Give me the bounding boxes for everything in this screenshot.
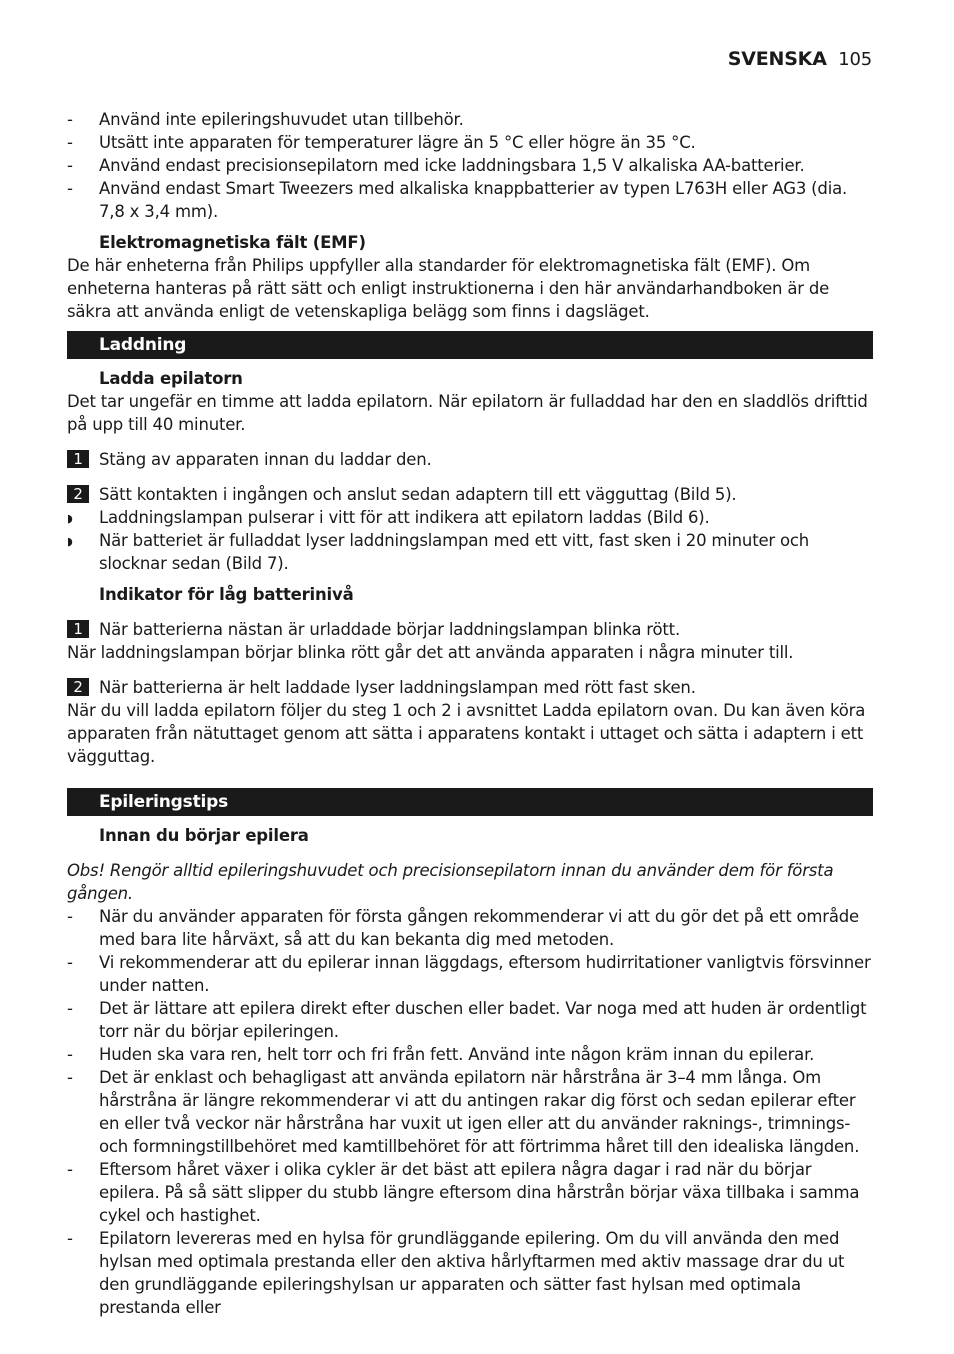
bullet-item: ◗ Laddningslampan pulserar i vitt för att indikera att epilatorn laddas (Bild 6). bbox=[67, 508, 710, 527]
low-step-1: 1 När batterierna nästan är urladdade börjar laddningslampan blinka rött. bbox=[67, 618, 873, 641]
list-item: - Epilatorn levereras med en hylsa för grundläggande epilering. Om du vill använda den med hylsan med optimala prestanda eller den aktiva hårlyftarmen med aktiv massage drar du ut den grundläggande epileringshylsan ur apparaten och sätter fast hylsan med optimala prestanda eller bbox=[67, 1229, 845, 1317]
emf-text: De här enheterna från Philips uppfyller alla standarder för elektromagnetiska fält (EMF). Om enheterna hanteras på rätt sätt och enligt instruktionerna i den här användarhandboken är de säkra att använda enligt de vetenskapliga belägg som finns i dagsläget. bbox=[67, 256, 830, 321]
emf-heading: Elektromagnetiska fält (EMF) bbox=[99, 233, 366, 252]
list-item: - Vi rekommenderar att du epilerar innan läggdags, eftersom hudirritationer vanligtvis försvinner under natten. bbox=[67, 953, 871, 995]
list-item: - Huden ska vara ren, helt torr och fri från fett. Använd inte någon kräm innan du epilerar. bbox=[67, 1045, 815, 1064]
page-header bbox=[728, 48, 872, 70]
section-epileringstips: Epileringstips bbox=[67, 788, 873, 816]
list-item: - Utsätt inte apparaten för temperaturer lägre än 5 °C eller högre än 35 °C. bbox=[67, 133, 696, 152]
list-item: - Använd endast precisionsepilatorn med icke laddningsbara 1,5 V alkaliska AA-batterier. bbox=[67, 156, 805, 175]
list-item: - Använd endast Smart Tweezers med alkaliska knappbatterier av typen L763H eller AG3 (dia. 7,8 x 3,4 mm). bbox=[67, 179, 848, 221]
list-item: - När du använder apparaten för första gången rekommenderar vi att du gör det på ett område med bara lite hårväxt, så att du kan bekanta dig med metoden. bbox=[67, 907, 860, 949]
section-laddning: Laddning bbox=[67, 331, 873, 359]
low-note-1: När laddningslampan börjar blinka rött går det att använda apparaten i några minuter till. bbox=[67, 643, 794, 662]
page-number: 105 bbox=[838, 49, 872, 70]
list-item: - Det är lättare att epilera direkt efter duschen eller badet. Var noga med att huden är ordentligt torr när du börjar epileringen. bbox=[67, 999, 867, 1041]
list-item: - Det är enklast och behagligast att använda epilatorn när hårstråna är 3–4 mm långa. Om hårstråna är längre rekommenderar vi att du antingen rakar dig först och sedan epilerar efter en eller två veckor när hårstråna har vuxit ut igen eller att du använder raknings-, trimnings- och formningstillbehöret med kamtillbehöret för att förtrimma håret till den idealiska längden. bbox=[67, 1068, 860, 1156]
low-step-2: 2 När batterierna är helt laddade lyser laddningslampan med rött fast sken. bbox=[67, 676, 873, 699]
step-1: 1 Stäng av apparaten innan du laddar den. bbox=[67, 448, 873, 471]
sub-heading-innan: Innan du börjar epilera bbox=[99, 826, 309, 845]
bullet-item: ◗ När batteriet är fulladdat lyser laddningslampan med ett vitt, fast sken i 20 minuter och slocknar sedan (Bild 7). bbox=[67, 531, 810, 573]
step-2: 2 Sätt kontakten i ingången och anslut sedan adaptern till ett vägguttag (Bild 5). bbox=[67, 483, 873, 506]
list-item: - Eftersom håret växer i olika cykler är det bäst att epilera några dagar i rad när du börjar epilera. På så sätt slipper du stubb längre eftersom dina hårstrån börjar växa tillbaka i samma cykel och hastighet. bbox=[67, 1160, 860, 1225]
language-label: SVENSKA bbox=[727, 48, 827, 70]
sub-heading-ladda: Ladda epilatorn bbox=[99, 369, 243, 388]
laddning-intro: Det tar ungefär en timme att ladda epilatorn. När epilatorn är fulladdad har den en sladdlös drifttid på upp till 40 minuter. bbox=[67, 392, 868, 434]
list-item: - Använd inte epileringshuvudet utan tillbehör. bbox=[67, 110, 464, 129]
obs-note: Obs! Rengör alltid epileringshuvudet och precisionsepilatorn innan du använder dem för första gången. bbox=[67, 861, 834, 903]
low-note-2: När du vill ladda epilatorn följer du steg 1 och 2 i avsnittet Ladda epilatorn ovan. Du kan även köra apparaten från nätuttaget genom att sätta i apparatens kontakt i uttaget och sätta i adaptern i ett vägguttag. bbox=[67, 701, 866, 766]
sub-heading-indikator: Indikator för låg batterinivå bbox=[99, 585, 354, 604]
page-content bbox=[67, 108, 873, 1319]
